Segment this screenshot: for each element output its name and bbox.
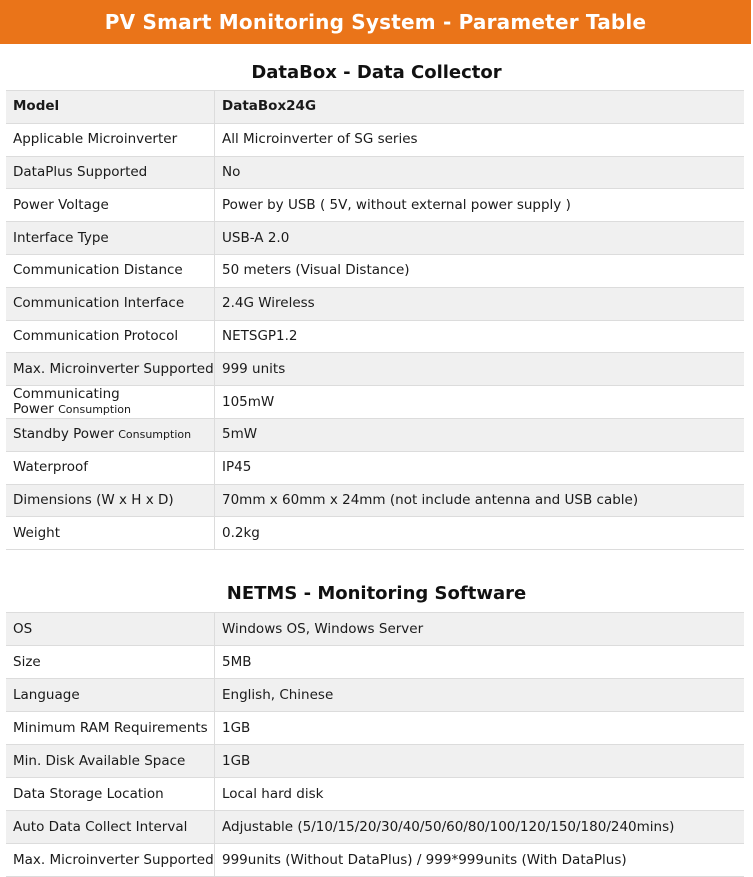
row-value: Power by USB ( 5V, without external power supply ) [215,189,745,222]
table-row [6,811,744,844]
table-row [6,353,744,386]
row-label-line1: Communicating [13,386,120,403]
row-label: Max. Microinverter Supported [6,844,215,877]
row-value: 2.4G Wireless [215,287,745,320]
table-row [6,189,744,222]
table-header-row [6,91,744,124]
row-label [6,386,215,419]
netms-parameter-table [6,612,744,877]
databox-section-title: DataBox - Data Collector [251,62,502,83]
row-label: Communication Distance [6,254,215,287]
table-row [6,844,744,877]
netms-section-title: NETMS - Monitoring Software [226,583,527,604]
table-row [6,517,744,550]
row-label: Power Voltage [6,189,215,222]
row-label: Data Storage Location [6,778,215,811]
row-label: Communication Protocol [6,320,215,353]
row-value: 1GB [215,712,745,745]
table-row [6,222,744,255]
table-row [6,320,744,353]
row-value: 50 meters (Visual Distance) [215,254,745,287]
row-label-small: Consumption [58,403,131,417]
row-value: 70mm x 60mm x 24mm (not include antenna and USB cable) [215,484,745,517]
table-row [6,418,744,451]
row-value: NETSGP1.2 [215,320,745,353]
row-value: English, Chinese [215,679,745,712]
row-label: Applicable Microinverter [6,123,215,156]
header-label: Model [6,91,215,124]
table-row [6,778,744,811]
table-row [6,484,744,517]
row-value: 5MB [215,646,745,679]
row-value: Local hard disk [215,778,745,811]
table-row [6,287,744,320]
row-label: Dimensions (W x H x D) [6,484,215,517]
page-banner [0,0,751,44]
row-label: Size [6,646,215,679]
table-row [6,745,744,778]
row-value: 0.2kg [215,517,745,550]
row-label: Language [6,679,215,712]
banner-title: PV Smart Monitoring System - Parameter Table [104,10,647,34]
row-label-small: Consumption [118,428,192,442]
row-value: 999units (Without DataPlus) / 999*999units (With DataPlus) [215,844,745,877]
table-row [6,451,744,484]
row-value: 105mW [215,386,745,419]
table-row [6,613,744,646]
table-row [6,679,744,712]
table-row [6,712,744,745]
row-label: Waterproof [6,451,215,484]
table-row [6,254,744,287]
row-value: Adjustable (5/10/15/20/30/40/50/60/80/100/120/150/180/240mins) [215,811,745,844]
row-label: Interface Type [6,222,215,255]
row-label [6,418,215,451]
row-label: Communication Interface [6,287,215,320]
table-row [6,646,744,679]
row-label: Min. Disk Available Space [6,745,215,778]
row-label: OS [6,613,215,646]
row-label: Minimum RAM Requirements [6,712,215,745]
row-value: IP45 [215,451,745,484]
row-label-part: Power [13,401,59,418]
table-row [6,123,744,156]
databox-parameter-table [6,90,744,550]
row-value: No [215,156,745,189]
row-label: Auto Data Collect Interval [6,811,215,844]
row-value: 5mW [215,418,745,451]
table-row [6,156,744,189]
row-label: DataPlus Supported [6,156,215,189]
row-value: 1GB [215,745,745,778]
row-value: USB-A 2.0 [215,222,745,255]
row-label: Max. Microinverter Supported [6,353,215,386]
row-value: Windows OS, Windows Server [215,613,745,646]
table-row [6,386,744,419]
row-value: All Microinverter of SG series [215,123,745,156]
row-label-part: Standby Power [13,426,119,443]
header-value: DataBox24G [215,91,745,124]
row-value: 999 units [215,353,745,386]
row-label: Weight [6,517,215,550]
row-label-line2 [13,402,214,417]
